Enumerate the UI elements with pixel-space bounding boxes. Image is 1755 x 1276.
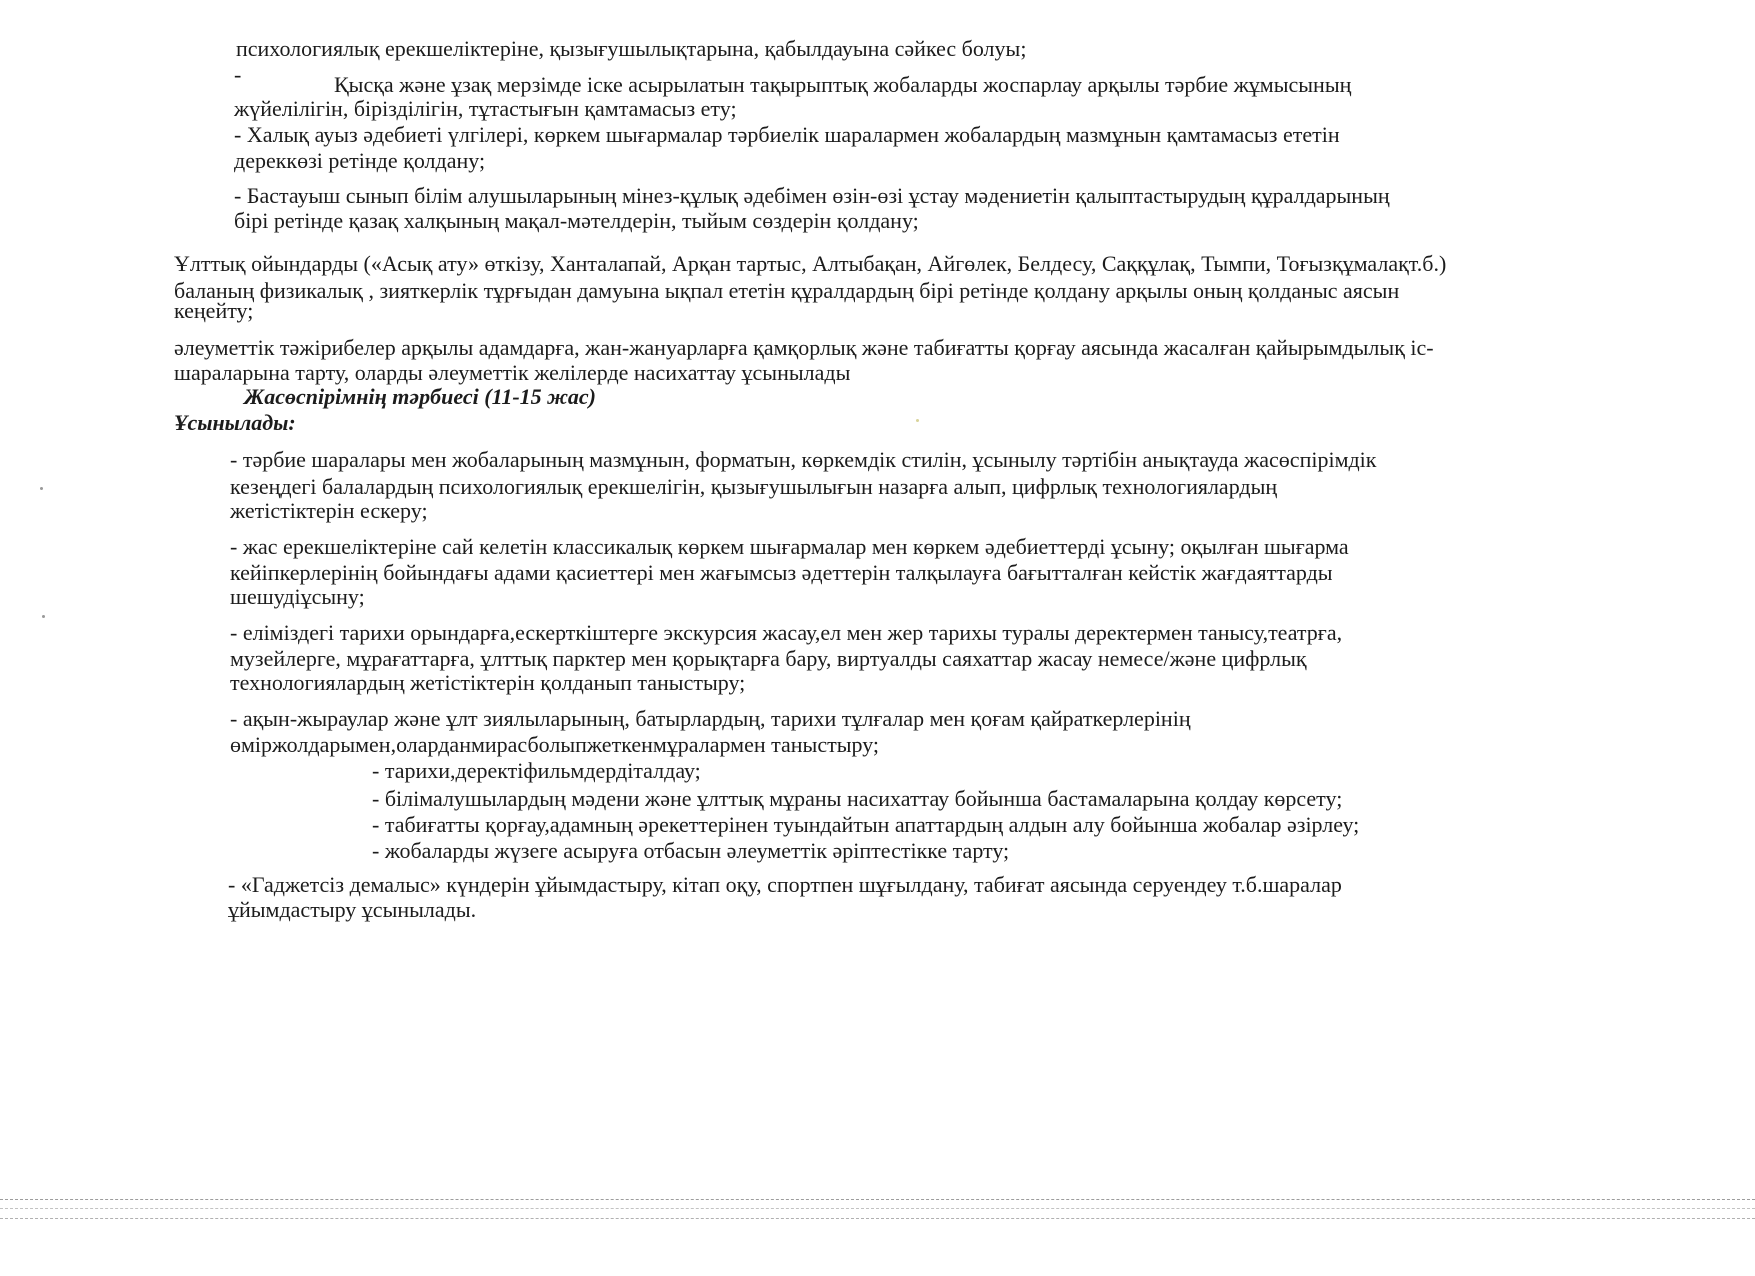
text-line: психологиялық ерекшеліктеріне, қызығушылықтарына, қабылдауына сәйкес болуы; bbox=[236, 36, 1027, 61]
list-item: - «Гаджетсіз демалыс» күндерін ұйымдастыру, кітап оқу, спортпен шұғылдану, табиғат аясында серуендеу т.б.шаралар bbox=[228, 872, 1342, 897]
sub-list-item: - жобаларды жүзеге асыруға отбасын әлеуметтік әріптестікке тарту; bbox=[372, 838, 1010, 863]
list-item: кезеңдегі балалардың психологиялық ерекшелігін, қызығушылығын назарға алып, цифрлық технологиялардың bbox=[230, 474, 1278, 499]
list-item: кейіпкерлерінің бойындағы адами қасиеттері мен жағымсыз әдеттерін талқылауға бағытталған кейстік жағдаяттарды bbox=[230, 560, 1333, 585]
section-heading: Жасөспірімнің тәрбиесі (11-15 жас) bbox=[244, 384, 596, 409]
text-line: - Халық ауыз әдебиеті үлгілері, көркем шығармалар тәрбиелік шаралармен жобалардың мазмұнын қамтамасыз ететін bbox=[234, 122, 1340, 147]
text-line: - Бастауыш сынып білім алушыларының мінез-құлық әдебімен өзін-өзі ұстау мәдениетін қалыптастырудың құралдарының bbox=[234, 183, 1390, 208]
text-line: Ұлттық ойындарды («Асық ату» өткізу, Ханталапай, Арқан тартыс, Алтыбақан, Айгөлек, Белдесу, Саққұлақ, Тымпи, Тоғызқұмалақт.б.) bbox=[174, 251, 1447, 276]
list-item: музейлерге, мұрағаттарға, ұлттық парктер мен қорықтарға бару, виртуалды саяхаттар жасау немесе/және цифрлық bbox=[230, 646, 1307, 671]
text-line: баланың физикалық , зияткерлік тұрғыдан дамуына ықпал ететін құралдардың бірі ретінде қолдану арқылы оның қолданыс аясын bbox=[174, 278, 1400, 303]
text-line: бірі ретінде қазақ халқының мақал-мәтелдерін, тыйым сөздерін қолдану; bbox=[234, 208, 919, 233]
text-line: жүйелілігін, бірізділігін, тұтастығын қамтамасыз ету; bbox=[234, 96, 737, 121]
recommended-label: Ұсынылады: bbox=[174, 410, 296, 435]
bullet-dash: - bbox=[234, 62, 242, 87]
text-line: әлеуметтік тәжірибелер арқылы адамдарға, жан-жануарларға қамқорлық және табиғатты қорғау аясында жасалған қайырымдылық іс- bbox=[174, 335, 1434, 360]
list-item: өміржолдарымен,оларданмирасболыпжеткенмұралармен таныстыру; bbox=[230, 732, 880, 757]
list-item: - тәрбие шаралары мен жобаларының мазмұнын, форматын, көркемдік стилін, ұсынылу тәртібін анықтауда жасөспірімдік bbox=[230, 447, 1377, 472]
scan-line bbox=[0, 1218, 1755, 1219]
list-item: - жас ерекшеліктеріне сай келетін классикалық көркем шығармалар мен көркем әдебиеттерді ұсыну; оқылған шығарма bbox=[230, 534, 1349, 559]
list-item: жетістіктерін ескеру; bbox=[230, 498, 428, 523]
sub-list-item: - табиғатты қорғау,адамның әрекеттерінен туындайтын апаттардың алдын алу бойынша жобалар әзірлеу; bbox=[372, 812, 1360, 837]
scan-line bbox=[0, 1208, 1755, 1209]
text-line: дереккөзі ретінде қолдану; bbox=[234, 148, 486, 173]
text-line: кеңейту; bbox=[174, 298, 254, 323]
list-item: - еліміздегі тарихи орындарға,ескерткіштерге экскурсия жасау,ел мен жер тарихы туралы деректермен танысу,театрға, bbox=[230, 620, 1343, 645]
list-item: ұйымдастыру ұсынылады. bbox=[228, 897, 477, 922]
scan-speck bbox=[40, 487, 43, 490]
sub-list-item: - тарихи,деректіфильмдердіталдау; bbox=[372, 758, 701, 783]
scan-speck bbox=[42, 615, 45, 618]
scan-speck bbox=[916, 419, 919, 422]
scan-line bbox=[0, 1199, 1755, 1200]
text-line: шараларына тарту, оларды әлеуметтік желілерде насихаттау ұсынылады bbox=[174, 360, 851, 385]
list-item: - ақын-жыраулар және ұлт зиялыларының, батырлардың, тарихи тұлғалар мен қоғам қайраткерлерінің bbox=[230, 706, 1191, 731]
list-item: технологиялардың жетістіктерін қолданып таныстыру; bbox=[230, 670, 746, 695]
sub-list-item: - білімалушылардың мәдени және ұлттық мұраны насихаттау бойынша бастамаларына қолдау көрсету; bbox=[372, 786, 1343, 811]
text-line: Қысқа және ұзақ мерзімде іске асырылатын тақырыптық жобаларды жоспарлау арқылы тәрбие жұмысының bbox=[334, 72, 1352, 97]
list-item: шешудіұсыну; bbox=[230, 584, 365, 609]
